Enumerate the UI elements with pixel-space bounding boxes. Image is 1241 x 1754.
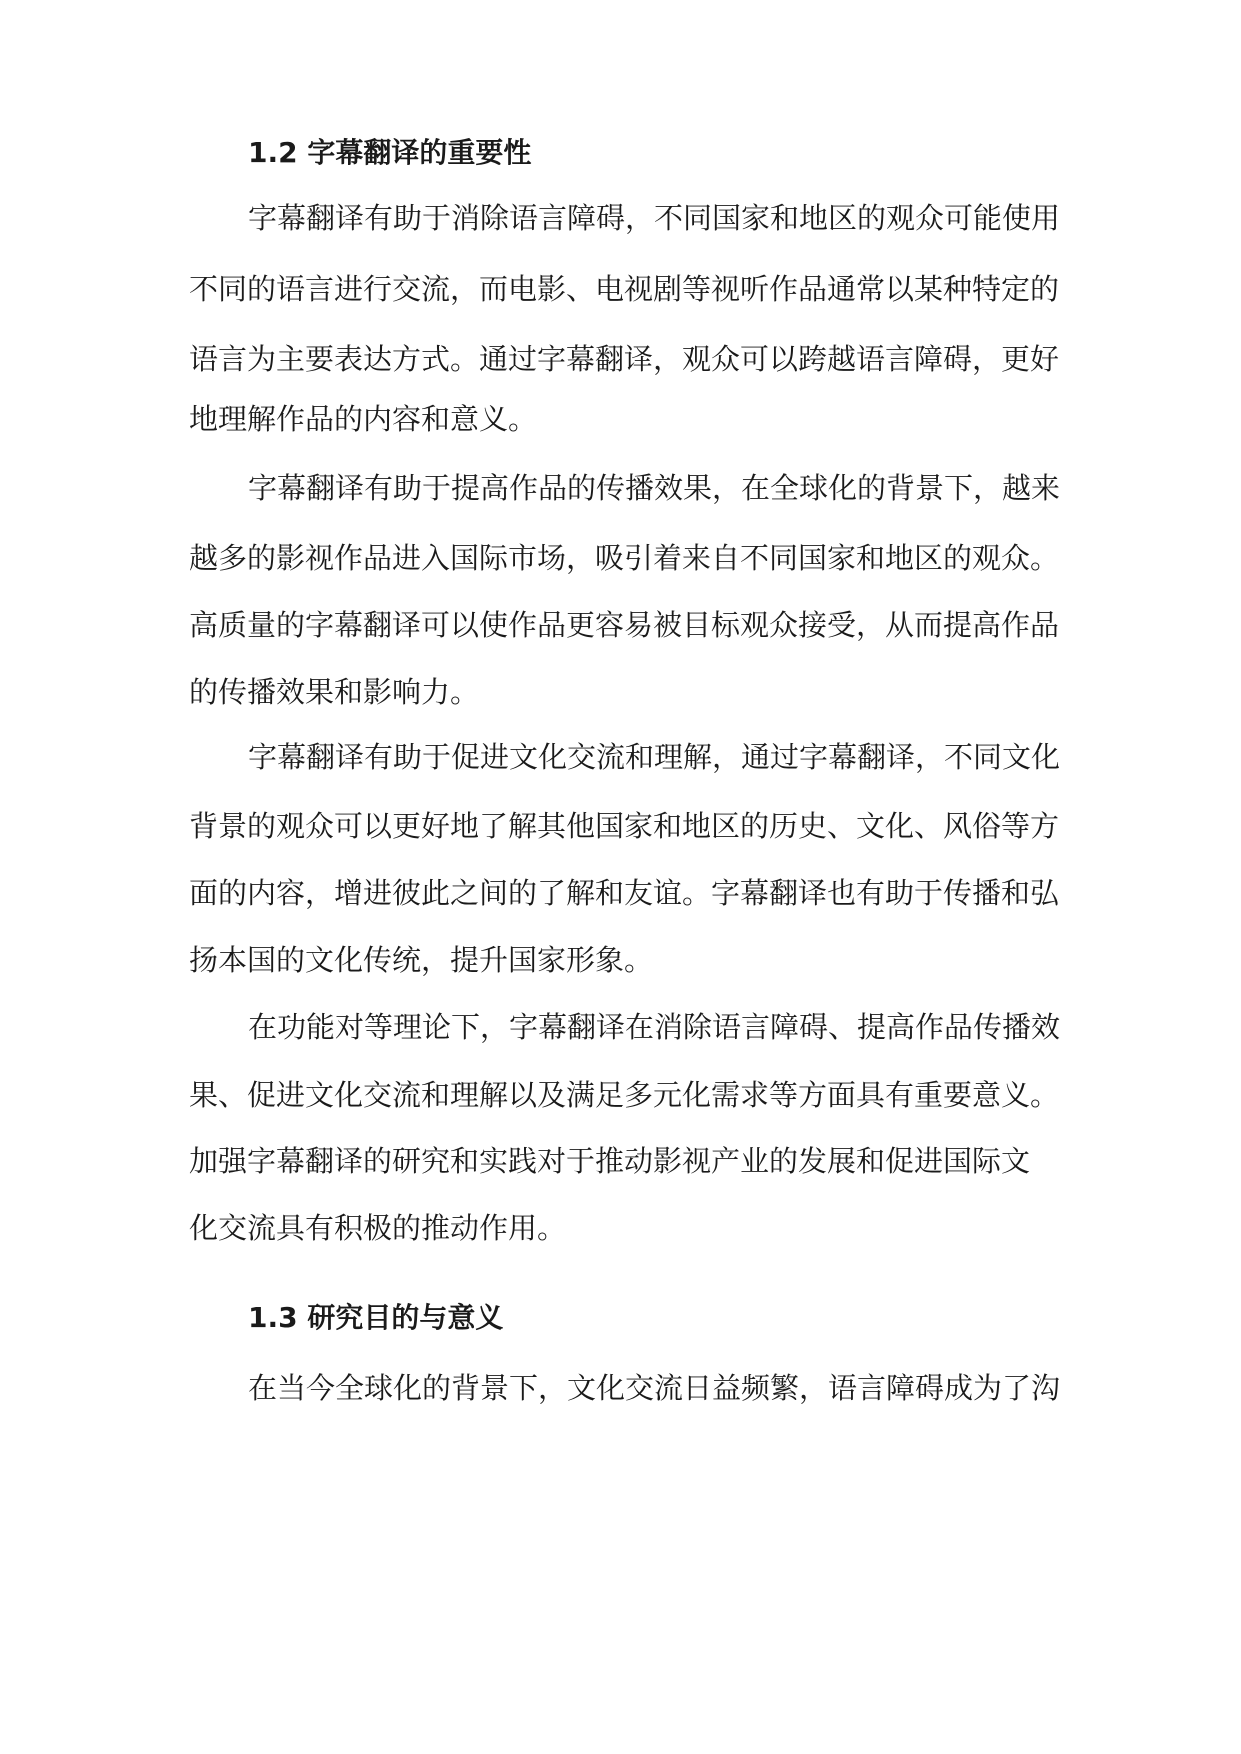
- paragraph-line: 地理解作品的内容和意义。: [189, 402, 538, 436]
- section-heading: 1.3 研究目的与意义: [248, 1301, 504, 1334]
- paragraph-line: 在当今全球化的背景下，文化交流日益频繁，语言障碍成为了沟: [248, 1371, 1061, 1405]
- paragraph-line: 在功能对等理论下，字幕翻译在消除语言障碍、提高作品传播效: [248, 1010, 1061, 1044]
- paragraph-line: 字幕翻译有助于促进文化交流和理解，通过字幕翻译，不同文化: [248, 740, 1061, 774]
- paragraph-line: 语言为主要表达方式。通过字幕翻译，观众可以跨越语言障碍，更好: [189, 342, 1060, 376]
- paragraph-line: 高质量的字幕翻译可以使作品更容易被目标观众接受，从而提高作品: [189, 608, 1060, 642]
- paragraph-line: 面的内容，增进彼此之间的了解和友谊。字幕翻译也有助于传播和弘: [189, 876, 1060, 910]
- paragraph-line: 化交流具有积极的推动作用。: [189, 1211, 567, 1245]
- section-heading: 1.2 字幕翻译的重要性: [248, 136, 532, 169]
- paragraph-line: 字幕翻译有助于提高作品的传播效果，在全球化的背景下，越来: [248, 471, 1061, 505]
- paragraph-line: 越多的影视作品进入国际市场，吸引着来自不同国家和地区的观众。: [189, 541, 1060, 575]
- paragraph-line: 加强字幕翻译的研究和实践对于推动影视产业的发展和促进国际文: [189, 1144, 1031, 1178]
- paragraph-line: 字幕翻译有助于消除语言障碍，不同国家和地区的观众可能使用: [248, 201, 1061, 235]
- paragraph-line: 果、促进文化交流和理解以及满足多元化需求等方面具有重要意义。: [189, 1078, 1060, 1112]
- paragraph-line: 扬本国的文化传统，提升国家形象。: [189, 943, 654, 977]
- paragraph-line: 的传播效果和影响力。: [189, 675, 480, 709]
- paragraph-line: 不同的语言进行交流，而电影、电视剧等视听作品通常以某种特定的: [189, 272, 1060, 306]
- paragraph-line: 背景的观众可以更好地了解其他国家和地区的历史、文化、风俗等方: [189, 809, 1060, 843]
